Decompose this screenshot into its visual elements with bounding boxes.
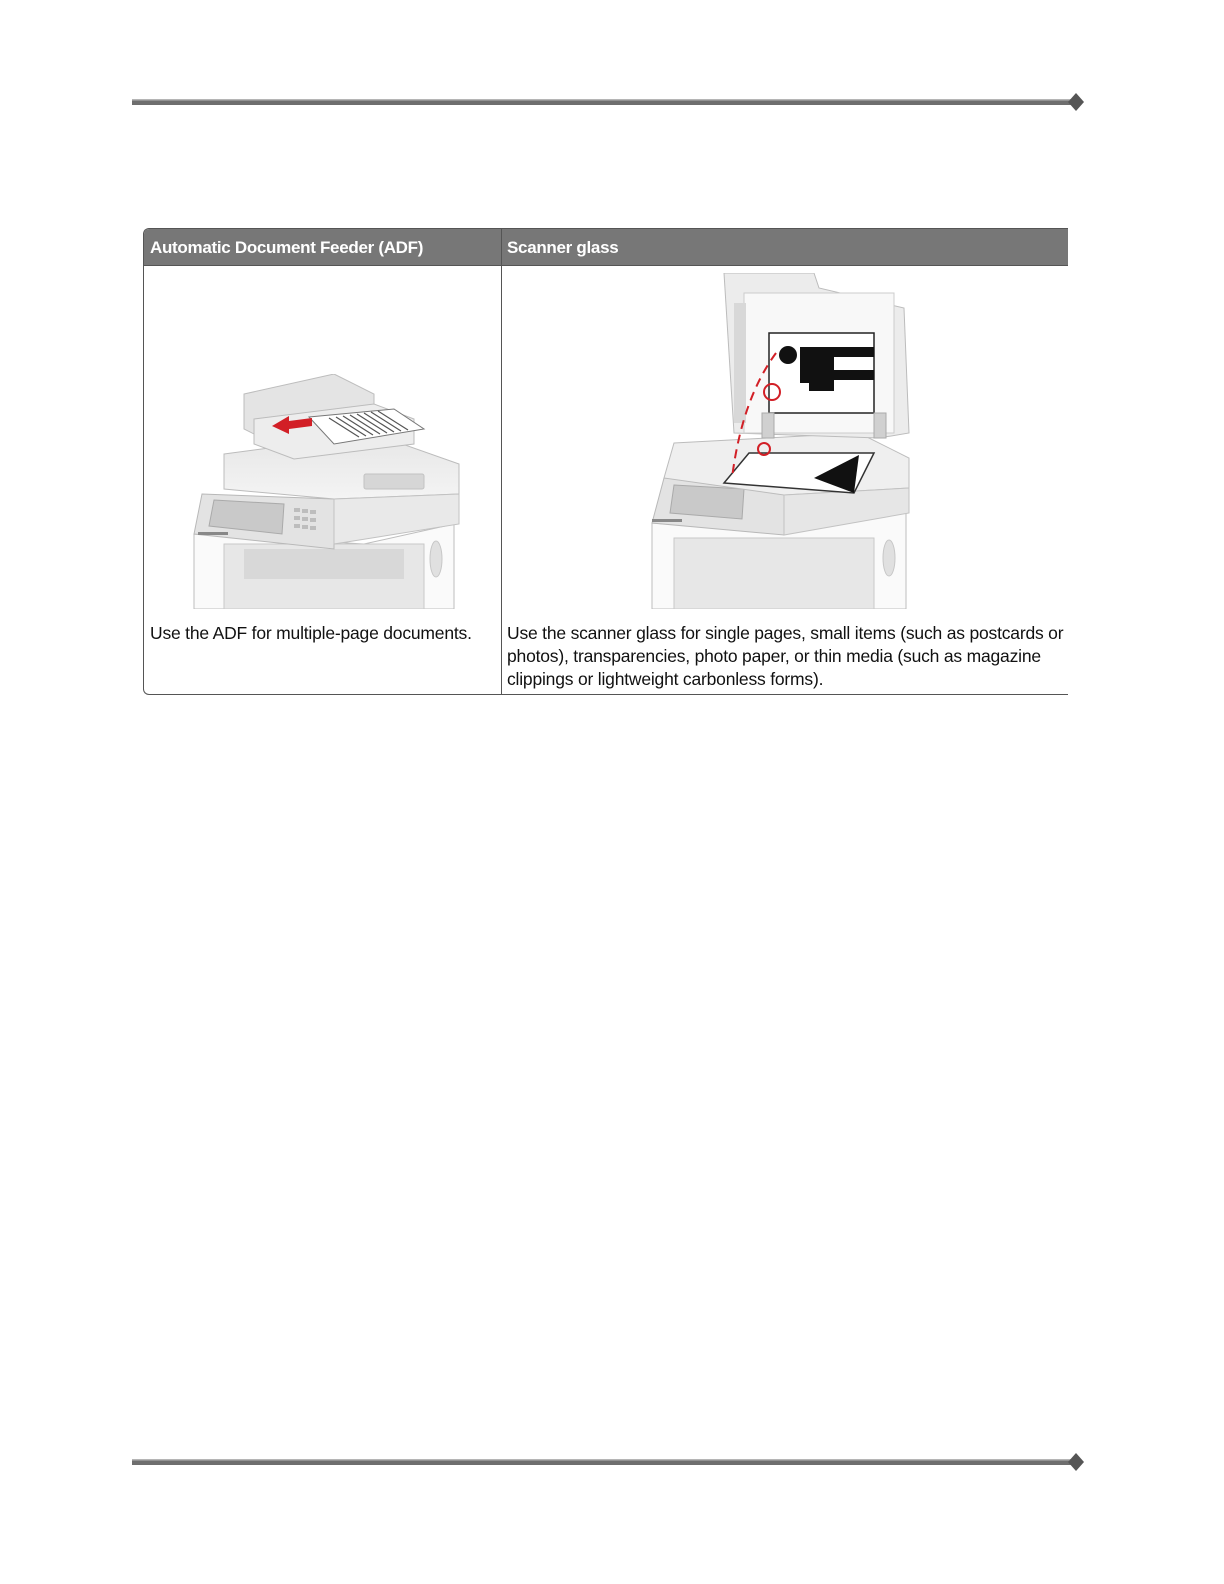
scan-method-table [143, 228, 1068, 695]
header-adf: Automatic Document Feeder (ADF) [150, 238, 424, 257]
column-divider [501, 229, 502, 694]
table-header-row [144, 229, 1068, 266]
scanner-glass-description: Use the scanner glass for single pages, small items (such as postcards or photos), transparencies, photo paper, or thin media (such as magazine clippings or lightweight carbonless forms). [507, 623, 1064, 689]
printer-adf-loading-icon [184, 374, 474, 609]
header-scanner-glass: Scanner glass [507, 238, 619, 257]
printer-scanner-glass-icon [644, 273, 924, 609]
header-rule [132, 92, 1084, 112]
adf-description: Use the ADF for multiple-page documents. [150, 623, 472, 643]
footer-rule [132, 1452, 1084, 1472]
